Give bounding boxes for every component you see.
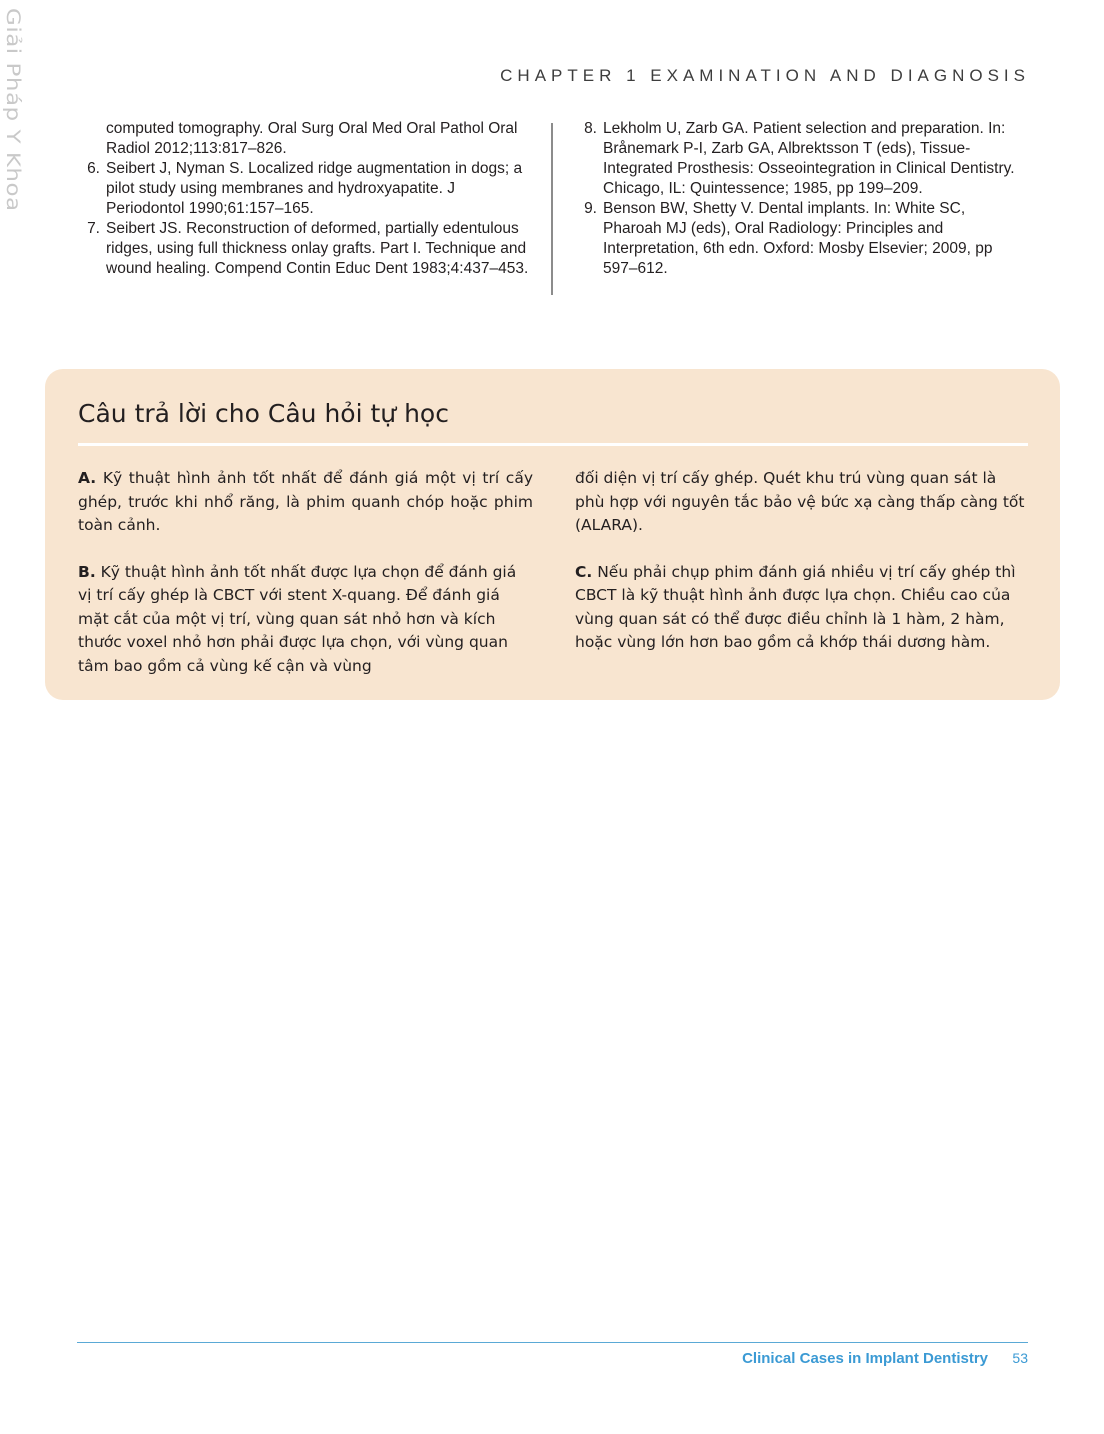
reference-column-left — [80, 119, 530, 279]
footer-rule — [77, 1342, 1028, 1343]
reference-text: Benson BW, Shetty V. Dental implants. In: White SC, Pharoah MJ (eds), Oral Radiology: Principles and Interpretation, 6th edn. Oxford: Mosby Elsevier; 2009, pp 597–612. — [603, 200, 993, 277]
reference-text: Seibert JS. Reconstruction of deformed, partially edentulous ridges, using full thickness onlay grafts. Part I. Technique and wound healing. Compend Contin Educ Dent 1983;4:437–453. — [106, 220, 529, 277]
column-divider — [551, 123, 553, 295]
answer-text: Kỹ thuật hình ảnh tốt nhất được lựa chọn để đánh giá vị trí cấy ghép là CBCT với stent X-quang. Để đánh giá mặt cắt của một vị trí, vùng quan sát nhỏ hơn và kích thước voxel nhỏ hơn phải được lựa chọn, với vùng quan tâm bao gồm cả vùng kế cận và vùng — [78, 562, 517, 675]
answer-column-right — [575, 467, 1030, 655]
reference-number: 8. — [584, 120, 597, 137]
reference-number: 6. — [87, 160, 100, 177]
footer-book-title: Clinical Cases in Implant Dentistry — [742, 1350, 988, 1367]
answer-letter: C. — [575, 562, 593, 581]
reference-number: 9. — [584, 200, 597, 217]
reference-item — [577, 119, 1017, 199]
answer-box-title: Câu trả lời cho Câu hỏi tự học — [78, 399, 449, 428]
answer-b-continued: đối diện vị trí cấy ghép. Quét khu trú vùng quan sát là phù hợp với nguyên tắc bảo vệ bức xạ càng thấp càng tốt (ALARA). — [575, 469, 1025, 534]
reference-list — [80, 119, 1030, 299]
answer-text: Nếu phải chụp phim đánh giá nhiều vị trí cấy ghép thì CBCT là kỹ thuật hình ảnh được lựa chọn. Chiều cao của vùng quan sát có thể được điều chỉnh là 1 hàm, 2 hàm, hoặc vùng lớn hơn bao gồm cả khớp thái dương hàm. — [575, 562, 1016, 651]
answer-letter: B. — [78, 562, 96, 581]
answer-column-left — [78, 467, 533, 678]
page-number: 53 — [1012, 1350, 1028, 1366]
answer-letter: A. — [78, 469, 97, 487]
watermark: Giải Pháp Y Khoa — [2, 8, 23, 212]
answer-a — [78, 467, 533, 538]
reference-number: 7. — [87, 220, 100, 237]
answer-c — [575, 561, 1030, 655]
reference-item — [80, 119, 530, 159]
reference-text: Lekholm U, Zarb GA. Patient selection and preparation. In: Brånemark P-I, Zarb GA, Albrektsson T (eds), Tissue-Integrated Prosthesis: Osseointegration in Clinical Dentistry. Chicago, IL: Quintessence; 1985, pp 199–209. — [603, 120, 1015, 197]
reference-column-right — [577, 119, 1017, 279]
reference-item — [80, 219, 530, 279]
answer-box-rule — [78, 443, 1028, 446]
answer-text: Kỹ thuật hình ảnh tốt nhất để đánh giá một vị trí cấy ghép, trước khi nhổ răng, là phim quanh chóp hoặc phim toàn cảnh. — [78, 469, 533, 534]
reference-item — [80, 159, 530, 219]
reference-item — [577, 199, 1017, 279]
answer-b — [78, 561, 533, 679]
answer-box — [45, 369, 1060, 700]
running-head: CHAPTER 1 EXAMINATION AND DIAGNOSIS — [500, 66, 1030, 85]
reference-text: Seibert J, Nyman S. Localized ridge augmentation in dogs; a pilot study using membranes and hydroxyapatite. J Periodontol 1990;61:157–165. — [106, 160, 523, 217]
reference-text: computed tomography. Oral Surg Oral Med Oral Pathol Oral Radiol 2012;113:817–826. — [106, 120, 518, 157]
